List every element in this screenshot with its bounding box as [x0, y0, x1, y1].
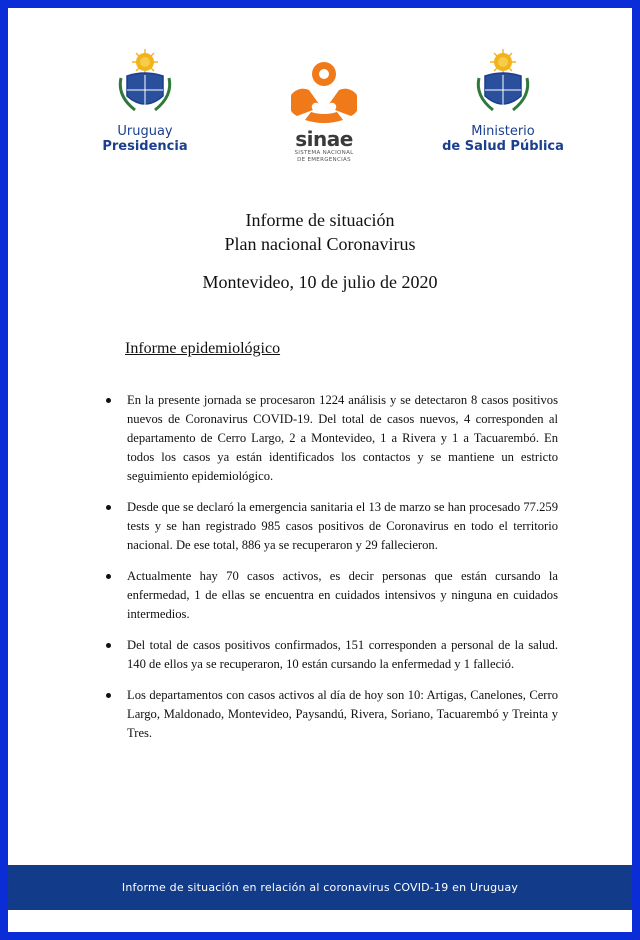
report-title-line1: Informe de situación	[245, 210, 395, 230]
sinae-subtitle-line1: SISTEMA NACIONAL	[294, 150, 354, 156]
document-page	[8, 8, 632, 932]
sinae-wordmark: sinae	[295, 127, 353, 151]
presidencia-logo-line2: Presidencia	[102, 139, 188, 154]
bullet-icon	[106, 574, 111, 579]
header-logos	[8, 8, 632, 188]
footer-band	[8, 865, 632, 910]
list-item	[106, 498, 558, 555]
sinae-logo	[284, 60, 364, 164]
report-title-line2: Plan nacional Coronavirus	[224, 234, 416, 254]
report-title-block	[8, 208, 632, 294]
presidencia-logo	[90, 48, 200, 154]
section-heading: Informe epidemiológico	[125, 340, 281, 357]
ministerio-salud-logo	[438, 48, 568, 154]
bullet-text: En la presente jornada se procesaron 1224 análisis y se detectaron 8 casos positivos nuevos de Coronavirus COVID-19. Del total de casos nuevos, 4 corresponden al departamento de Cerro Largo, 2 a Montevideo, 1 a Rivera y 1 a Tacuarembó. En todos los casos ya están identificados los contactos y se mantiene un estricto seguimiento epidemiológico.	[127, 393, 558, 483]
list-item	[106, 636, 558, 674]
list-item	[106, 391, 558, 486]
list-item	[106, 686, 558, 743]
bullet-text: Del total de casos positivos confirmados, 151 corresponden a personal de la salud. 140 de ellos ya se recuperaron, 10 están cursando la enfermedad y 1 falleció.	[127, 638, 558, 671]
uruguay-coat-of-arms-icon	[115, 48, 175, 118]
footer-text: Informe de situación en relación al coronavirus COVID-19 en Uruguay	[121, 881, 519, 894]
sinae-subtitle-line2: DE EMERGENCIAS	[297, 157, 351, 163]
sinae-emblem-icon	[291, 60, 357, 126]
bullet-icon	[106, 693, 111, 698]
uruguay-coat-of-arms-icon	[473, 48, 533, 118]
bullet-icon	[106, 643, 111, 648]
bullet-icon	[106, 505, 111, 510]
list-item	[106, 567, 558, 624]
bullet-list	[106, 391, 558, 755]
presidencia-logo-line1: Uruguay	[117, 124, 173, 139]
report-date: Montevideo, 10 de julio de 2020	[202, 272, 438, 292]
bullet-text: Actualmente hay 70 casos activos, es decir personas que están cursando la enfermedad, 1 de ellas se encuentra en cuidados intensivos y ninguna en cuidados intermedios.	[127, 569, 558, 621]
bullet-icon	[106, 398, 111, 403]
ministerio-logo-line2: de Salud Pública	[442, 139, 564, 154]
ministerio-logo-line1: Ministerio	[471, 124, 535, 139]
bullet-text: Desde que se declaró la emergencia sanitaria el 13 de marzo se han procesado 77.259 tests y se han registrado 985 casos positivos de Coronavirus en todo el territorio nacional. De ese total, 886 ya se recuperaron y 29 fallecieron.	[127, 500, 558, 552]
bullet-text: Los departamentos con casos activos al día de hoy son 10: Artigas, Canelones, Cerro Largo, Maldonado, Montevideo, Paysandú, Rivera, Soriano, Tacuarembó y Treinta y Tres.	[127, 688, 558, 740]
